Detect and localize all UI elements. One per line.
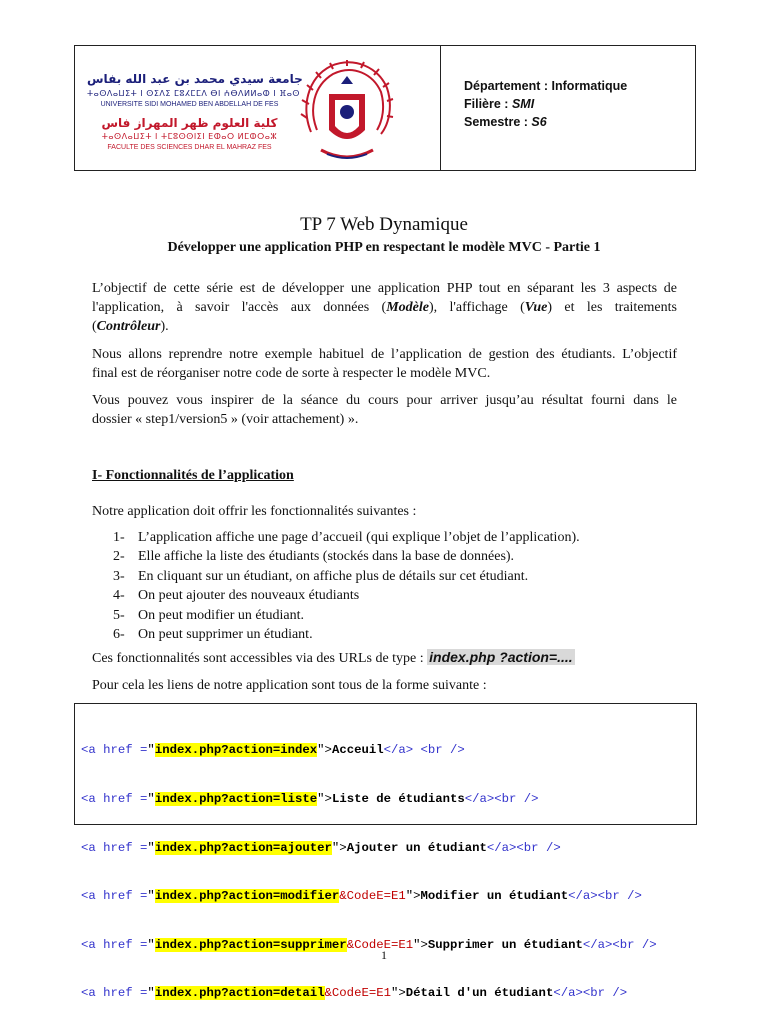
list-item: 6- On peut supprimer un étudiant.: [113, 627, 313, 643]
logo-tifinagh-faculty: ⵜⴰⵙⴷⴰⵡⵉⵜ ⵏ ⵜⵎⵓⵙⵙⵏⵉⵏ ⴹⵀⴰⵔ ⵍⵎⵀⵔⴰⵣ: [101, 132, 278, 141]
document-subtitle: Développer une application PHP en respectant le modèle MVC - Partie 1: [167, 240, 601, 255]
list-item: 3- En cliquant sur un étudiant, on affiche plus de détails sur cet étudiant.: [113, 568, 529, 584]
code-line: <a href ="index.php?action=supprimer&CodeE=E1">Supprimer un étudiant</a><br />: [81, 937, 657, 952]
intro-line-2: l'application, à savoir l'accès aux données (Modèle), l'affichage (Vue) et les traitements: [92, 300, 677, 315]
page-number: 1: [381, 948, 387, 962]
code-lines: [81, 710, 657, 1034]
filiere-value: SMI: [511, 97, 535, 111]
document-title: TP 7 Web Dynamique: [300, 214, 468, 235]
code-line: <a href ="index.php?action=index">Acceuil</a> <br />: [81, 743, 465, 758]
code-line: <a href ="index.php?action=detail&CodeE=E1">Détail d'un étudiant</a><br />: [81, 986, 628, 1001]
semestre-value: S6: [531, 115, 547, 129]
section-intro: Notre application doit offrir les fonctionnalités suivantes :: [92, 504, 417, 519]
paragraph-2-line-1: Nous allons reprendre notre exemple habituel de l’application de gestion des étudiants. L’objectif: [92, 347, 677, 362]
code-line: <a href ="index.php?action=ajouter">Ajouter un étudiant</a><br />: [81, 840, 561, 855]
code-block: [74, 703, 697, 1001]
departement-value: Informatique: [551, 79, 628, 93]
code-line: <a href ="index.php?action=liste">Liste de étudiants</a><br />: [81, 792, 539, 807]
paragraph-3-line-1: Vous pouvez vous inspirer de la séance du cours pour arriver jusqu’au résultat fourni dans le: [92, 393, 677, 408]
paragraph-2-line-2: final est de réorganiser notre code de sorte à respecter le modèle MVC.: [92, 366, 491, 381]
intro-paragraph: [92, 279, 677, 336]
urls-line: Ces fonctionnalités sont accessibles via des URLs de type : index.php ?action=....: [92, 649, 573, 666]
code-line: <a href ="index.php?action=modifier&CodeE=E1">Modifier un étudiant</a><br />: [81, 889, 642, 904]
logo-french-faculty: FACULTE DES SCIENCES DHAR EL MAHRAZ FES: [107, 144, 272, 151]
filiere-line: [464, 95, 627, 113]
section-title: I- Fonctionnalités de l’application: [92, 468, 294, 483]
list-item: 1- L’application affiche une page d’accueil (qui explique l’objet de l’application).: [113, 530, 580, 545]
term-vue: Vue: [524, 300, 548, 315]
term-controleur: Contrôleur: [96, 319, 161, 334]
intro-line-3: (Contrôleur).: [92, 319, 169, 334]
logo-arabic-faculty: كلية العلوم ظهر المهراز فاس: [101, 116, 278, 130]
department-info: [464, 77, 627, 131]
logo-tifinagh-university: ⵜⴰⵙⴷⴰⵡⵉⵜ ⵏ ⵙⵉⴷⵉ ⵎⵓⵃⵎⵎⴷ ⴱⵏ ⵄⴱⴷⵍⵍⴰⵀ ⵏ ⴼⴰⵙ: [87, 89, 300, 98]
inline-code-url: index.php ?action=....: [429, 649, 573, 665]
university-seal-icon: [297, 54, 397, 166]
features-list: [113, 528, 580, 644]
list-item: 4- On peut ajouter des nouveaux étudiants: [113, 588, 360, 604]
intro-line-1: L’objectif de cette série est de développer une application PHP tout en séparant les 3 aspects de: [92, 281, 677, 296]
header-divider: [440, 46, 441, 170]
logo-arabic-university: جامعة سيدي محمد بن عبد الله بفاس: [87, 72, 303, 86]
paragraph-3-line-2: dossier « step1/version5 » (voir attachement) ».: [92, 412, 359, 427]
departement-line: [464, 77, 627, 95]
departement-label: Département :: [464, 79, 552, 93]
list-item: 2- Elle affiche la liste des étudiants (stockés dans la base de données).: [113, 549, 515, 565]
filiere-label: Filière :: [464, 97, 512, 111]
links-intro: Pour cela les liens de notre application sont tous de la forme suivante :: [92, 678, 487, 693]
semestre-label: Semestre :: [464, 115, 532, 129]
paragraph-3: [92, 391, 677, 429]
term-modele: Modèle: [386, 300, 429, 315]
header-box: [74, 45, 696, 171]
list-item: 5- On peut modifier un étudiant.: [113, 607, 305, 623]
logo-french-university: UNIVERSITE SIDI MOHAMED BEN ABDELLAH DE FES: [100, 101, 279, 108]
semestre-line: [464, 113, 627, 131]
paragraph-2: [92, 345, 677, 383]
